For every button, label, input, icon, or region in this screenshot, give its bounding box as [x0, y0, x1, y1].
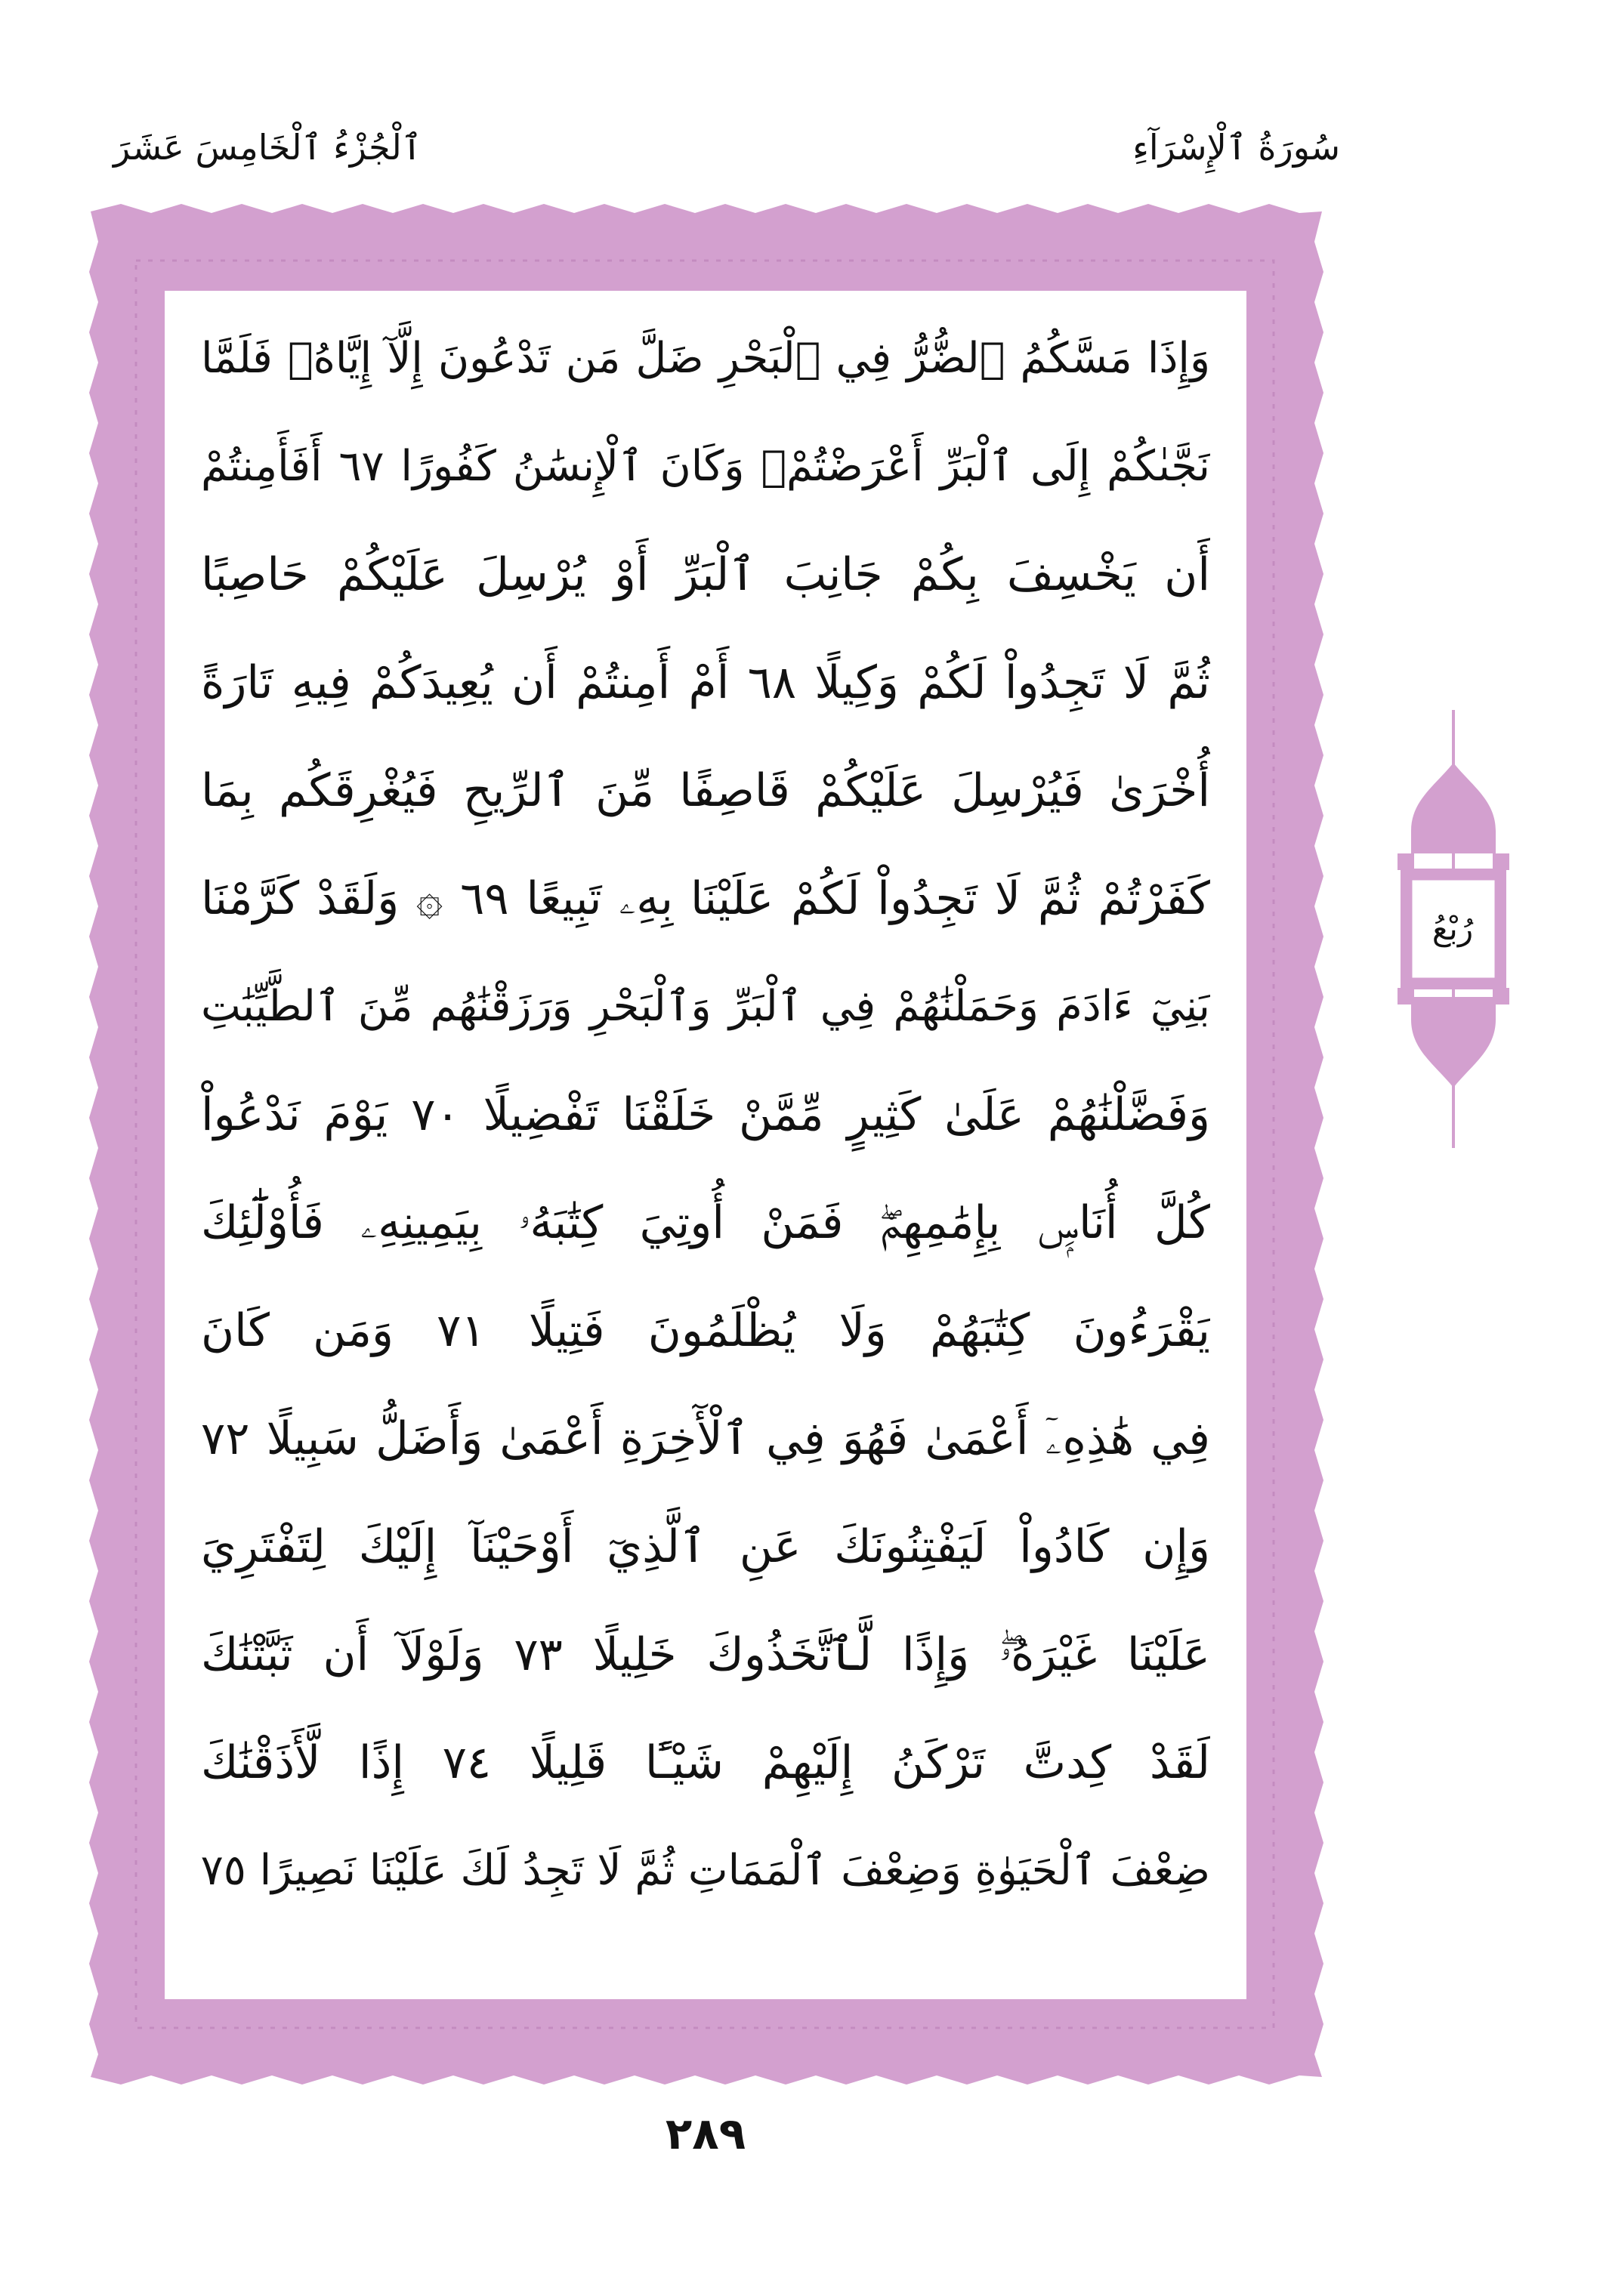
verse-line: لَقَدْ كِدتَّ تَرْكَنُ إِلَيْهِمْ شَيْـًٔا قَلِيلًا ٧٤ إِذًا لَّأَذَقْنَٰكَ	[201, 1736, 1210, 1789]
verse-line: كَفَرْتُمْ ثُمَّ لَا تَجِدُواْ لَكُمْ عَلَيْنَا بِهِۦ تَبِيعًا ٦٩ ۞ وَلَقَدْ كَرَّمْنَا	[201, 872, 1210, 925]
verse-line: وَفَضَّلْنَٰهُمْ عَلَىٰ كَثِيرٍ مِّمَّنْ خَلَقْنَا تَفْضِيلًا ٧٠ يَوْمَ نَدْعُواْ	[201, 1088, 1210, 1141]
verse-line: وَإِن كَادُواْ لَيَفْتِنُونَكَ عَنِ ٱلَّذِيٓ أَوْحَيْنَآ إِلَيْكَ لِتَفْتَرِيَ	[201, 1520, 1210, 1573]
juz-name: ٱلْجُزْءُ ٱلْخَامِسَ عَشَرَ	[113, 127, 422, 168]
verse-line: وَإِذَا مَسَّكُمُ ٱلضُّرُّ فِي ٱلْبَحْرِ ضَلَّ مَن تَدْعُونَ إِلَّآ إِيَّاهُۖ فَلَمَّا	[201, 334, 1210, 383]
verse-line: يَقْرَءُونَ كِتَٰبَهُمْ وَلَا يُظْلَمُونَ فَتِيلًا ٧١ وَمَن كَانَ	[201, 1304, 1210, 1357]
verse-line: كُلَّ أُنَاسِۭ بِإِمَٰمِهِمْۖ فَمَنْ أُوتِيَ كِتَٰبَهُۥ بِيَمِينِهِۦ فَأُوْلَٰٓئِكَ	[201, 1196, 1210, 1249]
verse-line: ثُمَّ لَا تَجِدُواْ لَكُمْ وَكِيلًا ٦٨ أَمْ أَمِنتُمْ أَن يُعِيدَكُمْ فِيهِ تَارَةً	[201, 656, 1210, 709]
rub-marker-label: رُبْعُ	[1432, 910, 1474, 947]
verse-line: ضِعْفَ ٱلْحَيَوٰةِ وَضِعْفَ ٱلْمَمَاتِ ثُمَّ لَا تَجِدُ لَكَ عَلَيْنَا نَصِيرًا ٧٥	[201, 1846, 1210, 1895]
verse-line: فِي هَٰذِهِۦٓ أَعْمَىٰ فَهُوَ فِي ٱلْأٓخِرَةِ أَعْمَىٰ وَأَضَلُّ سَبِيلًا ٧٢	[201, 1412, 1210, 1465]
verse-line: أُخْرَىٰ فَيُرْسِلَ عَلَيْكُمْ قَاصِفًا مِّنَ ٱلرِّيحِ فَيُغْرِقَكُم بِمَا	[201, 764, 1210, 817]
verse-line: أَن يَخْسِفَ بِكُمْ جَانِبَ ٱلْبَرِّ أَوْ يُرْسِلَ عَلَيْكُمْ حَاصِبًا	[201, 548, 1210, 601]
surah-name: سُورَةُ ٱلْإِسْرَآءِ	[1132, 127, 1340, 168]
verse-line: نَجَّىٰكُمْ إِلَى ٱلْبَرِّ أَعْرَضْتُمْۚ وَكَانَ ٱلْإِنسَٰنُ كَفُورًا ٦٧ أَفَأَمِنتُمْ	[201, 442, 1210, 491]
page-number: ٢٨٩	[665, 2108, 746, 2159]
verse-line: عَلَيْنَا غَيْرَهُۥۖ وَإِذًا لَّٱتَّخَذُوكَ خَلِيلًا ٧٣ وَلَوْلَآ أَن ثَبَّتْنَٰكَ	[201, 1628, 1210, 1681]
verse-line: بَنِيٓ ءَادَمَ وَحَمَلْنَٰهُمْ فِي ٱلْبَرِّ وَٱلْبَحْرِ وَرَزَقْنَٰهُم مِّنَ ٱلطَّيِّبَٰتِ	[201, 982, 1210, 1031]
verse-text-panel	[165, 291, 1246, 1999]
